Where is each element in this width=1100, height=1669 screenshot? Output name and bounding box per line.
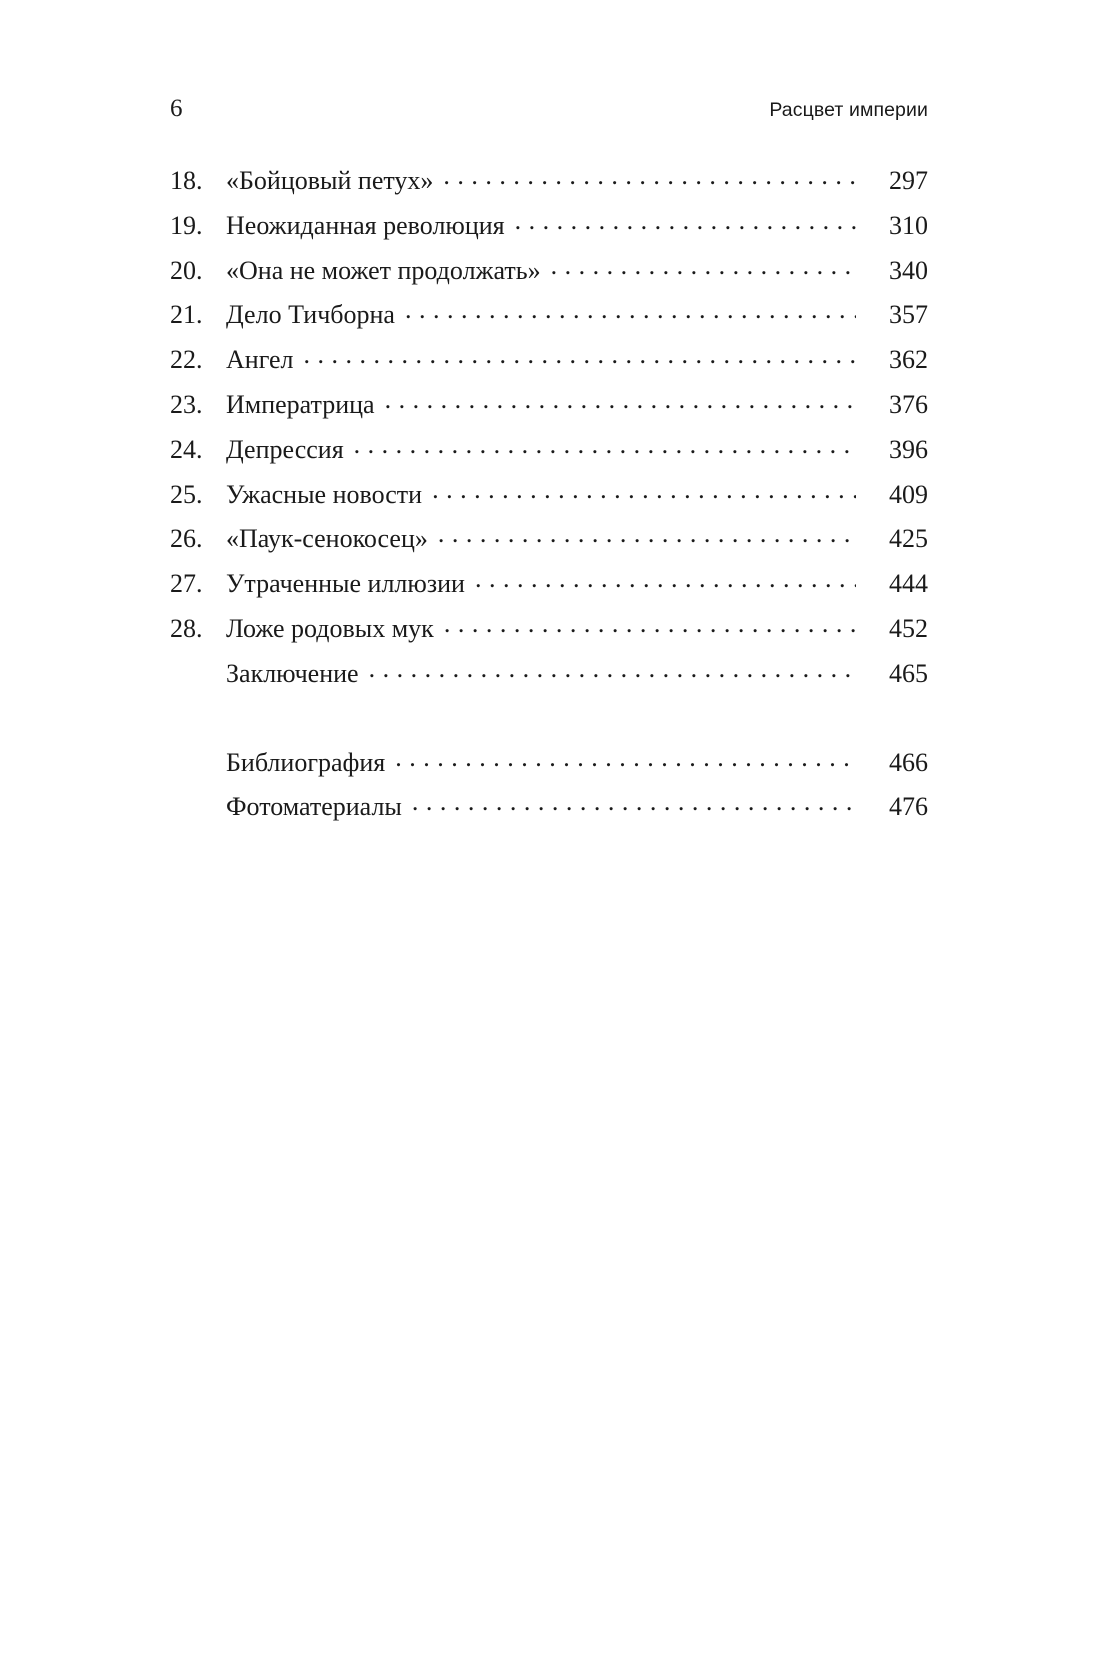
dot-leader — [395, 745, 856, 771]
toc-entry[interactable] — [170, 208, 928, 253]
toc-entry-number: 19. — [170, 210, 203, 240]
toc-entry-number: 23. — [170, 389, 203, 419]
dot-leader — [354, 432, 856, 458]
toc-entry-title: Ужасные новости — [226, 479, 423, 509]
toc-entry[interactable] — [170, 656, 928, 701]
toc-entry-title: «Паук-сенокосец» — [226, 524, 428, 554]
toc-entry-number: 18. — [170, 166, 203, 195]
toc-entry-page-number: 376 — [889, 389, 928, 419]
table-of-contents — [170, 163, 928, 834]
toc-entry-number: 22. — [170, 345, 203, 375]
toc-entry[interactable] — [170, 566, 928, 611]
dot-leader — [515, 208, 856, 234]
toc-entry-number: 27. — [170, 569, 203, 599]
dot-leader — [551, 253, 856, 279]
toc-entry-page-number: 362 — [889, 345, 928, 375]
dot-leader — [443, 163, 856, 189]
running-header — [170, 96, 928, 126]
toc-entry-title: Ложе родовых мук — [226, 613, 434, 643]
dot-leader — [385, 387, 856, 413]
toc-entry[interactable] — [170, 745, 928, 790]
toc-entry-page-number: 466 — [889, 747, 928, 777]
toc-entry-number: 21. — [170, 300, 203, 330]
toc-entry-number: 28. — [170, 613, 203, 643]
toc-entry-title: Заключение — [226, 658, 359, 688]
toc-entry[interactable] — [170, 297, 928, 342]
toc-entry-page-number: 340 — [889, 255, 928, 285]
toc-entry-page-number: 396 — [889, 434, 928, 464]
toc-entry[interactable] — [170, 253, 928, 298]
toc-entry-title: Фотоматериалы — [226, 792, 402, 822]
dot-leader — [412, 789, 856, 815]
toc-entry-title: Императрица — [226, 389, 375, 419]
toc-entry-title: Депрессия — [226, 434, 344, 464]
toc-entry-page-number: 310 — [889, 210, 928, 240]
dot-leader — [438, 521, 856, 547]
toc-entry-title: Библиография — [226, 747, 386, 777]
toc-entry[interactable] — [170, 342, 928, 387]
toc-entry[interactable] — [170, 387, 928, 432]
toc-entry-number: 25. — [170, 479, 203, 509]
toc-entry-page-number: 476 — [889, 792, 928, 822]
toc-entry-title: Ангел — [226, 345, 294, 375]
toc-entry-page-number: 452 — [889, 613, 928, 643]
dot-leader — [304, 342, 856, 368]
toc-entry-page-number: 357 — [889, 300, 928, 330]
toc-entry-page-number: 297 — [889, 166, 928, 195]
toc-entry[interactable] — [170, 477, 928, 522]
toc-entry[interactable] — [170, 789, 928, 834]
toc-entry[interactable] — [170, 611, 928, 656]
toc-entry-page-number: 425 — [889, 524, 928, 554]
page-folio-number: 6 — [170, 95, 183, 122]
toc-entry-title: «Бойцовый петух» — [226, 166, 434, 195]
toc-entry[interactable] — [170, 432, 928, 477]
toc-entry-page-number: 465 — [889, 658, 928, 688]
toc-entry[interactable] — [170, 163, 928, 208]
toc-entry-number: 26. — [170, 524, 203, 554]
toc-entry-number: 20. — [170, 255, 203, 285]
toc-entry-title: «Она не может продолжать» — [226, 255, 541, 285]
dot-leader — [405, 297, 856, 323]
toc-entry-title: Неожиданная революция — [226, 210, 505, 240]
toc-entry-title: Дело Тичборна — [226, 300, 395, 330]
toc-entry-page-number: 409 — [889, 479, 928, 509]
dot-leader — [432, 477, 856, 503]
dot-leader — [444, 611, 856, 637]
running-header-title: Расцвет империи — [769, 99, 928, 121]
toc-entry[interactable] — [170, 521, 928, 566]
dot-leader — [369, 656, 856, 682]
toc-entry-page-number: 444 — [889, 569, 928, 599]
toc-entry-title: Утраченные иллюзии — [226, 569, 465, 599]
dot-leader — [475, 566, 856, 592]
toc-entry-number: 24. — [170, 434, 203, 464]
